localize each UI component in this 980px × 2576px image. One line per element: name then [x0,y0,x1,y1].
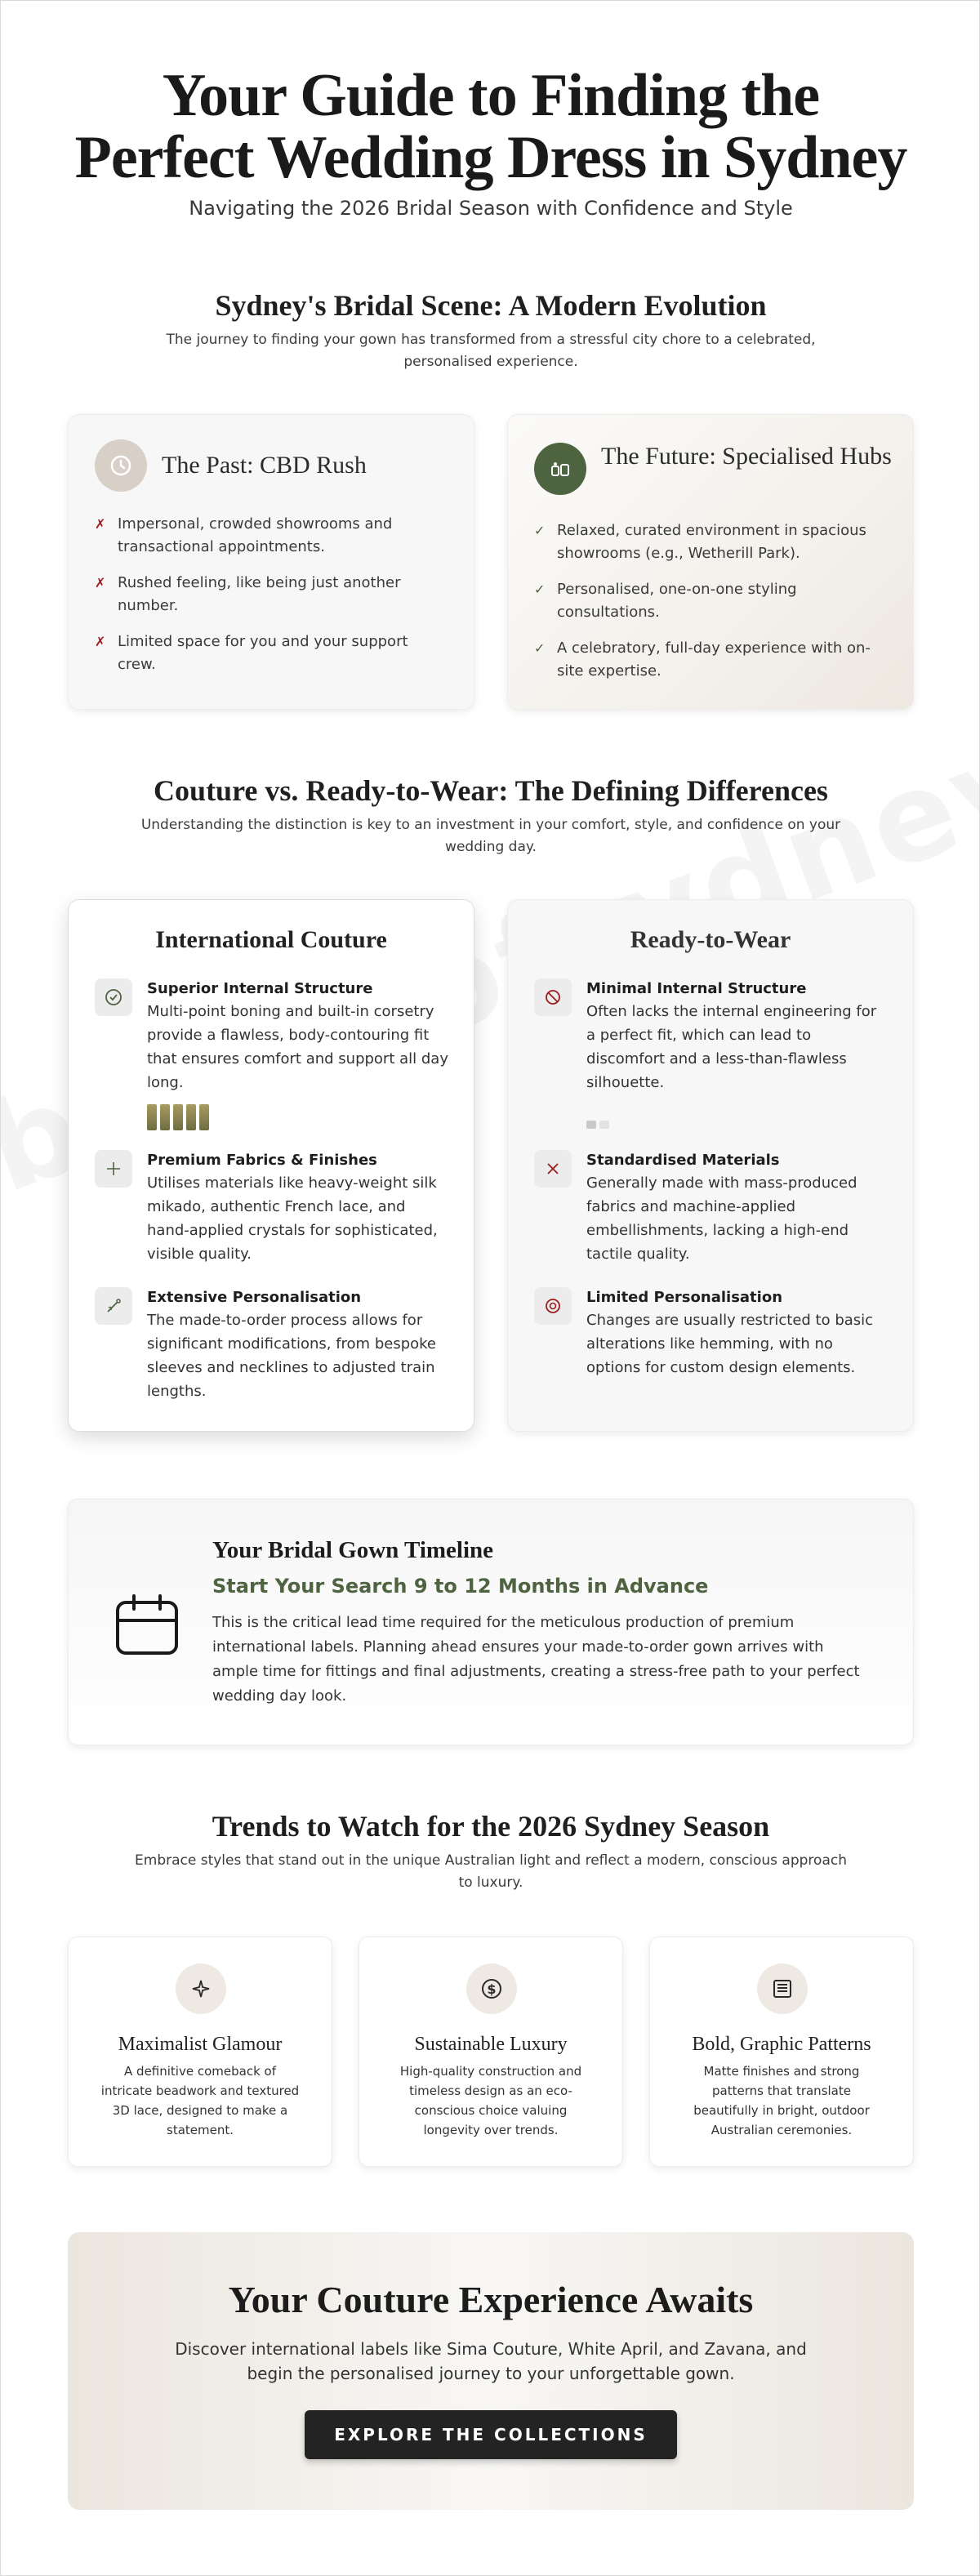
cross-icon: ✗ [95,516,106,532]
svg-text:$: $ [487,1981,497,1997]
rtw-card [507,899,914,1432]
list-item [95,513,449,559]
trend-title: Maximalist Glamour [118,2034,283,2055]
page-subtitle: Navigating the 2026 Bridal Season with Confidence and Style [189,197,793,220]
fabric-swatch [147,1104,157,1130]
list-item-text: Limited space for you and your support crew. [118,633,408,673]
sparkle-icon [95,1150,132,1188]
future-card-title: The Future: Specialised Hubs [601,443,892,470]
trend-title: Sustainable Luxury [414,2034,568,2055]
fabric-swatch [586,1121,596,1129]
feature-name: Extensive Personalisation [147,1289,362,1306]
cross-icon: ✗ [95,575,106,591]
cta-banner [68,2232,914,2510]
ban-icon [534,978,572,1016]
x-mark-icon [534,1150,572,1188]
past-list [95,513,449,689]
fabric-swatch [199,1104,209,1130]
trend-card [68,1936,332,2167]
comparison-title: Couture vs. Ready-to-Wear: The Defining Differences [154,774,828,807]
future-list [534,519,889,696]
feature-text: The made-to-order process allows for significant modifications, from bespoke sleeves and necklines to adjusted train lengths. [147,1312,436,1400]
feature-name: Premium Fabrics & Finishes [147,1152,377,1169]
list-item [534,519,889,565]
couture-feature [95,1150,449,1266]
cta-title: Your Couture Experience Awaits [228,2279,754,2320]
future-card-header [534,443,895,495]
calendar-icon [114,1593,180,1661]
needle-thread-icon [95,1287,132,1325]
list-item-text: A celebratory, full-day experience with on-site expertise. [557,640,871,680]
check-icon: ✓ [534,640,546,656]
couture-title: International Couture [155,926,387,953]
feature-name: Limited Personalisation [586,1289,783,1306]
sparkles-icon [176,1963,226,2014]
clock-icon [95,439,147,492]
trend-title: Bold, Graphic Patterns [692,2034,871,2055]
check-circle-icon [95,978,132,1016]
trend-text: Matte finishes and strong patterns that translate beautifully in bright, outdoor Australian ceremonies. [693,2064,870,2137]
feature-text: Changes are usually restricted to basic alterations like hemming, with no options for custom design elements. [586,1312,874,1376]
fabric-swatches [147,1104,209,1130]
trends-description: Embrace styles that stand out in the unique Australian light and reflect a modern, conscious approach to luxury. [135,1852,847,1891]
feature-name: Superior Internal Structure [147,980,373,997]
list-item [534,637,889,683]
list-item-text: Rushed feeling, like being just another number. [118,574,401,614]
dollar-circle-icon [466,1963,517,2014]
past-card-header [95,439,367,492]
page-title: Your Guide to Finding the Perfect Wedding Dress in Sydney [74,62,907,191]
cross-icon: ✗ [95,634,106,649]
feature-text: Generally made with mass-produced fabrics and machine-applied embellishments, lacking a high-end tactile quality. [586,1174,858,1263]
couture-card [68,899,474,1432]
stripes-icon [757,1963,808,2014]
scene-description: The journey to finding your gown has transformed from a stressful city chore to a celebrated, personalised experience. [166,332,816,370]
rtw-feature [534,1150,889,1266]
fabric-swatch [173,1104,183,1130]
cta-text: Discover international labels like Sima Couture, White April, and Zavana, and begin the personalised journey to your unforgettable gown. [175,2339,807,2383]
trend-card [649,1936,914,2167]
rtw-title: Ready-to-Wear [630,926,791,953]
timeline-highlight: Start Your Search 9 to 12 Months in Advance [212,1575,709,1598]
explore-collections-button[interactable]: EXPLORE THE COLLECTIONS [305,2410,677,2459]
timeline-card [68,1499,914,1745]
feature-name: Standardised Materials [586,1152,780,1169]
fabric-swatch [186,1104,196,1130]
list-item [95,631,449,676]
list-item [534,578,889,624]
future-card [507,414,914,710]
fabric-swatches [586,1121,609,1129]
list-item-text: Impersonal, crowded showrooms and transactional appointments. [118,515,393,555]
feature-name: Minimal Internal Structure [586,980,807,997]
rtw-feature [534,1287,889,1379]
feature-text: Multi-point boning and built-in corsetry provide a flawless, body-contouring fit that ensures comfort and support all day long. [147,1003,448,1091]
rtw-feature [534,978,889,1094]
list-item [95,572,449,617]
feature-text: Utilises materials like heavy-weight silk mikado, authentic French lace, and hand-applied crystals for sophisticated, visible quality. [147,1174,438,1263]
couture-feature [95,1287,449,1403]
list-item-text: Relaxed, curated environment in spacious showrooms (e.g., Wetherill Park). [557,522,866,562]
feature-text: Often lacks the internal engineering for a perfect fit, which can lead to discomfort and a less-than-flawless silhouette. [586,1003,877,1091]
couture-feature [95,978,449,1094]
scene-title: Sydney's Bridal Scene: A Modern Evolution [215,289,767,322]
trend-text: A definitive comeback of intricate beadwork and textured 3D lace, designed to make a statement. [100,2064,300,2137]
past-card [68,414,474,710]
trends-title: Trends to Watch for the 2026 Sydney Season [212,1810,770,1843]
timeline-text: This is the critical lead time required for the meticulous production of premium international labels. Planning ahead ensures your made-to-order gown arrives with ample time for fittings and final adjustments, creating a stress-free path to your perfect wedding day look. [212,1614,860,1705]
fabric-swatch [599,1121,609,1129]
timeline-title: Your Bridal Gown Timeline [212,1537,494,1563]
trend-card [359,1936,623,2167]
check-icon: ✓ [534,582,546,597]
trend-text: High-quality construction and timeless design as an eco-conscious choice valuing longevity over trends. [399,2064,582,2137]
people-icon [534,443,586,495]
comparison-description: Understanding the distinction is key to an investment in your comfort, style, and confidence on your wedding day. [140,817,841,855]
past-card-title: The Past: CBD Rush [162,452,367,479]
list-item-text: Personalised, one-on-one styling consultations. [557,581,797,621]
fabric-swatch [160,1104,170,1130]
check-icon: ✓ [534,523,546,538]
target-icon [534,1287,572,1325]
